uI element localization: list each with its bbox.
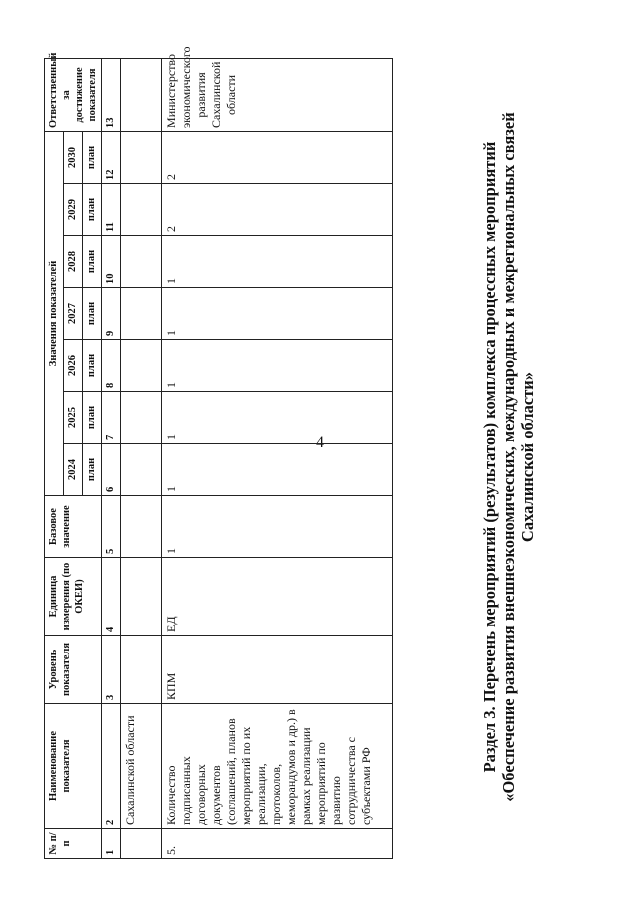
row-number: 5. xyxy=(162,829,393,859)
heading-line-1: Раздел 3. Перечень мероприятий (результатов) комплекса процессных мероприятий xyxy=(480,141,499,773)
header-plan: план xyxy=(83,392,102,444)
heading-line-2: «Обеспечение развития внешнеэкономических, международных и межрегиональных связей xyxy=(499,112,518,802)
responsible: Министерство экономического развития Сахалинской области xyxy=(162,58,393,131)
base-value: 1 xyxy=(162,496,393,558)
value-2030: 2 xyxy=(162,131,393,183)
indicator-unit: ЕД xyxy=(162,558,393,636)
column-number: 8 xyxy=(102,340,121,392)
column-number: 5 xyxy=(102,496,121,558)
header-plan: план xyxy=(83,444,102,496)
header-level: Уровень показателя xyxy=(45,636,102,704)
column-number: 2 xyxy=(102,704,121,829)
page-number: 4 xyxy=(316,434,324,451)
value-2027: 1 xyxy=(162,288,393,340)
value-2025: 1 xyxy=(162,392,393,444)
header-plan: план xyxy=(83,236,102,288)
header-year: 2030 xyxy=(64,131,83,183)
column-number-row xyxy=(102,58,121,858)
header-plan: план xyxy=(83,184,102,236)
header-year: 2025 xyxy=(64,392,83,444)
header-name: Наименование показателя xyxy=(45,704,102,829)
header-unit: Единица измерения (по ОКЕИ) xyxy=(45,558,102,636)
table-row xyxy=(162,58,393,858)
column-number: 13 xyxy=(102,58,121,131)
header-plan: план xyxy=(83,288,102,340)
column-number: 9 xyxy=(102,288,121,340)
header-row-1 xyxy=(45,58,64,858)
column-number: 11 xyxy=(102,184,121,236)
header-num: № п/п xyxy=(45,829,102,859)
column-number: 10 xyxy=(102,236,121,288)
header-year: 2028 xyxy=(64,236,83,288)
rotated-page xyxy=(40,47,600,867)
header-year: 2026 xyxy=(64,340,83,392)
column-number: 1 xyxy=(102,829,121,859)
indicators-table xyxy=(44,46,393,859)
indicator-name: Количество подписанных договорных документов (соглашений, планов мероприятий по их реализации, протоколов, меморандумов и др.) в рамках реализации мероприятий по развитию сотрудничества с субъектами РФ xyxy=(162,704,393,829)
column-number: 12 xyxy=(102,131,121,183)
header-responsible: Ответственный за достижение показателя xyxy=(45,58,102,131)
header-plan: план xyxy=(83,340,102,392)
column-number: 7 xyxy=(102,392,121,444)
header-year: 2024 xyxy=(64,444,83,496)
section-name: Сахалинской области xyxy=(121,704,162,829)
header-year: 2027 xyxy=(64,288,83,340)
value-2024: 1 xyxy=(162,444,393,496)
section-heading xyxy=(480,47,537,867)
value-2028: 1 xyxy=(162,236,393,288)
section-row xyxy=(121,58,162,858)
value-2029: 2 xyxy=(162,184,393,236)
value-2026: 1 xyxy=(162,340,393,392)
column-number: 3 xyxy=(102,636,121,704)
column-number: 4 xyxy=(102,558,121,636)
indicator-level: КПМ xyxy=(162,636,393,704)
header-year: 2029 xyxy=(64,184,83,236)
heading-line-3: Сахалинской области» xyxy=(518,371,537,543)
header-values: Значения показателей xyxy=(45,131,64,495)
column-number: 6 xyxy=(102,444,121,496)
header-base: Базовое значение xyxy=(45,496,102,558)
header-plan: план xyxy=(83,131,102,183)
